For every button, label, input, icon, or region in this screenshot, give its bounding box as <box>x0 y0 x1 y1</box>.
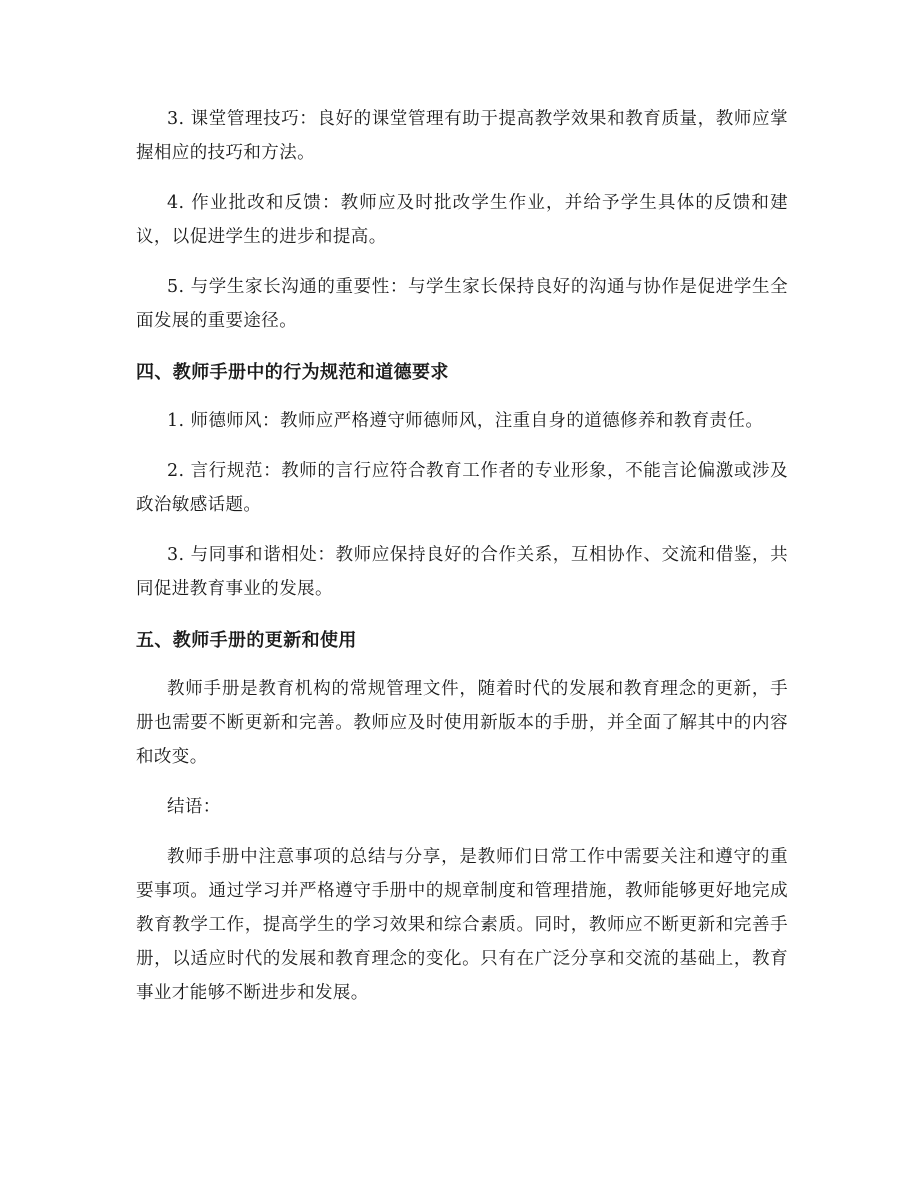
conclusion-label: 结语： <box>167 797 221 817</box>
section3-item-4: 4. 作业批改和反馈：教师应及时批改学生作业，并给予学生具体的反馈和建议，以促进学生的进步和提高。 <box>136 193 788 247</box>
section3-item-3: 3. 课堂管理技巧：良好的课堂管理有助于提高教学效果和教育质量，教师应掌握相应的技巧和方法。 <box>136 109 788 163</box>
section5-paragraph: 教师手册是教育机构的常规管理文件，随着时代的发展和教育理念的更新，手册也需要不断更新和完善。教师应及时使用新版本的手册，并全面了解其中的内容和改变。 <box>136 679 788 767</box>
section5-heading: 五、教师手册的更新和使用 <box>136 630 357 651</box>
section4-item-1: 1. 师德师风：教师应严格遵守师德师风，注重自身的道德修养和教育责任。 <box>167 411 764 431</box>
section4-heading: 四、教师手册中的行为规范和道德要求 <box>136 362 449 383</box>
section4-item-2: 2. 言行规范：教师的言行应符合教育工作者的专业形象，不能言论偏激或涉及政治敏感话题。 <box>136 461 788 515</box>
document-page <box>136 102 788 1010</box>
section3-item-5: 5. 与学生家长沟通的重要性：与学生家长保持良好的沟通与协作是促进学生全面发展的重要途径。 <box>136 277 788 331</box>
conclusion-paragraph: 教师手册中注意事项的总结与分享，是教师们日常工作中需要关注和遵守的重要事项。通过学习并严格遵守手册中的规章制度和管理措施，教师能够更好地完成教育教学工作，提高学生的学习效果和综合素质。同时，教师应不断更新和完善手册，以适应时代的发展和教育理念的变化。只有在广泛分享和交流的基础上，教育事业才能够不断进步和发展。 <box>136 847 788 1003</box>
section4-item-3: 3. 与同事和谐相处：教师应保持良好的合作关系，互相协作、交流和借鉴，共同促进教育事业的发展。 <box>136 545 788 599</box>
